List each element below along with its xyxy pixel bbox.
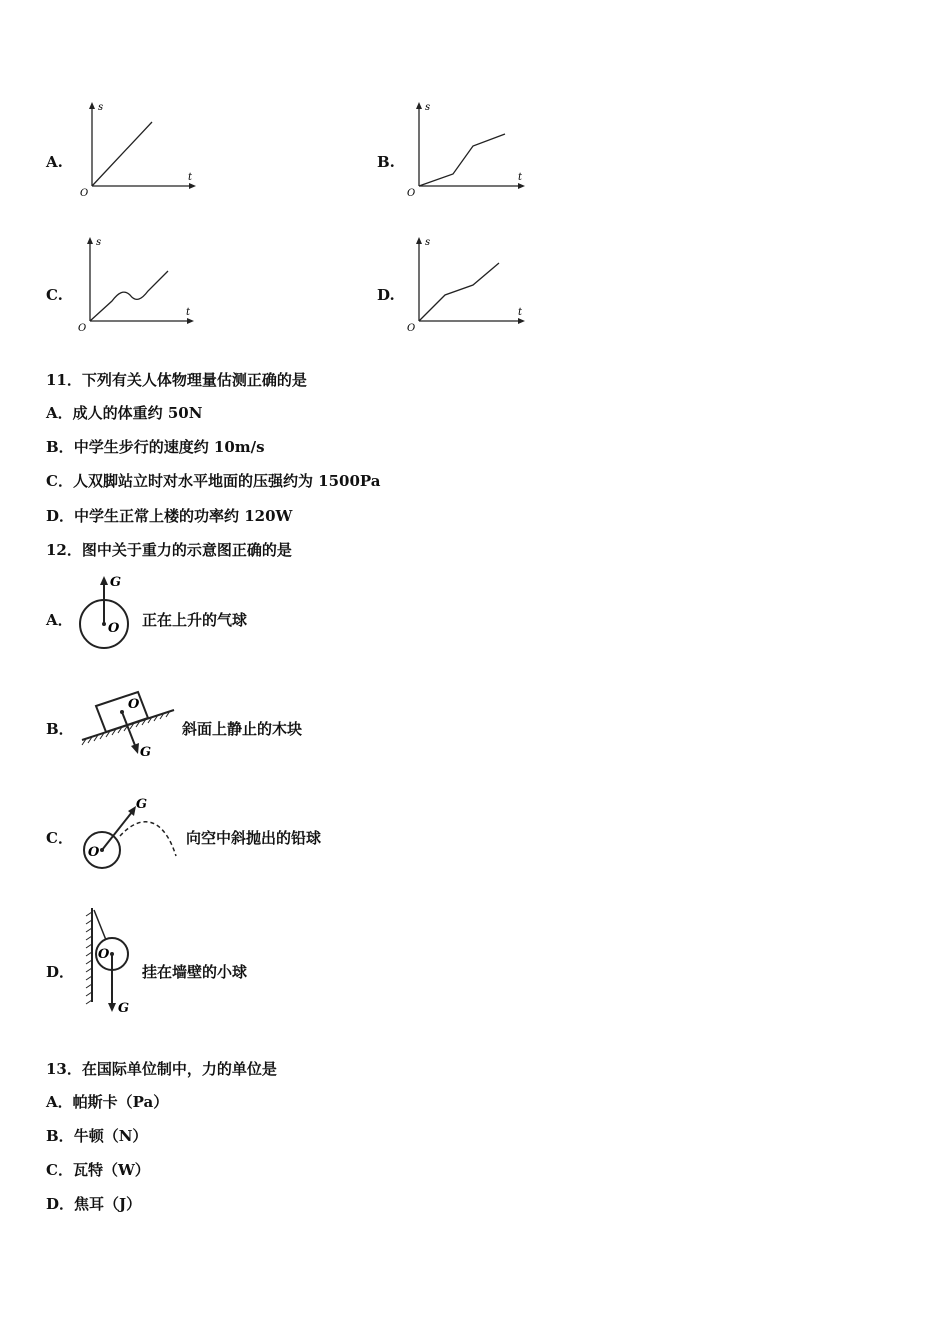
q12-option-a-force: G xyxy=(110,575,122,590)
q11-option-c-text: 人双脚站立时对水平地面的压强约为 1500Pa xyxy=(72,472,381,490)
q10-option-a-label[interactable]: A. xyxy=(46,153,63,171)
q10-option-c-label[interactable]: C. xyxy=(46,286,63,304)
q11-option-d[interactable] xyxy=(46,507,292,525)
q11-option-d-text: 中学生正常上楼的功率约 120W xyxy=(74,507,293,525)
q10-option-b-origin: O xyxy=(407,188,416,199)
q13-option-a[interactable] xyxy=(46,1093,168,1111)
q11-option-c[interactable] xyxy=(46,472,381,490)
q12-option-b-caption: 斜面上静止的木块 xyxy=(182,720,303,738)
q13-option-d-label: D． xyxy=(46,1195,75,1213)
q13-option-a-text: 帕斯卡（Pa） xyxy=(72,1093,169,1111)
q13-option-b-text: 牛顿（N） xyxy=(73,1127,148,1145)
q12-option-c-caption: 向空中斜抛出的铅球 xyxy=(186,829,322,847)
q13-option-d[interactable] xyxy=(46,1195,141,1213)
q12-option-d-center: O xyxy=(98,947,110,962)
q12-option-c-force: G xyxy=(136,797,148,812)
q12-option-c-center: O xyxy=(88,845,100,860)
q10-option-c-curve xyxy=(90,271,168,321)
q10-option-a-graph xyxy=(78,98,200,200)
q13-option-b[interactable] xyxy=(46,1127,147,1145)
q11-option-a-label: A． xyxy=(46,404,73,422)
q11-option-b-label: B． xyxy=(46,438,74,456)
q12-option-b-label[interactable]: B． xyxy=(46,720,74,738)
q11-option-c-label: C． xyxy=(46,472,73,490)
q10-option-a-axis-x: t xyxy=(188,172,193,183)
q11-option-d-label: D． xyxy=(46,507,75,525)
q11-stem: 11．下列有关人体物理量估测正确的是 xyxy=(46,371,307,389)
q12-option-a-figure xyxy=(74,572,136,654)
q10-option-a-curve xyxy=(92,122,152,186)
q10-option-c-axis-x: t xyxy=(186,307,191,318)
q10-option-b-axis-x: t xyxy=(518,172,523,183)
q10-option-d-curve xyxy=(419,263,499,321)
q12-option-d-caption: 挂在墙壁的小球 xyxy=(142,963,248,981)
q10-option-b-graph xyxy=(405,98,529,200)
q13-option-a-label: A． xyxy=(46,1093,73,1111)
q10-option-a-axis-y: s xyxy=(98,102,104,113)
q10-option-d-graph xyxy=(405,233,529,335)
q12-option-b-force: G xyxy=(140,745,152,760)
q13-option-c-text: 瓦特（W） xyxy=(72,1161,150,1179)
q12-option-a-label[interactable]: A． xyxy=(46,611,73,629)
q12-option-d-figure xyxy=(84,904,140,1022)
q11-option-b[interactable] xyxy=(46,438,265,456)
q10-option-b-axis-y: s xyxy=(425,102,431,113)
q13-option-c-label: C． xyxy=(46,1161,73,1179)
q10-option-b-label[interactable]: B. xyxy=(377,153,395,171)
q12-stem: 12．图中关于重力的示意图正确的是 xyxy=(46,541,292,559)
q13-option-c[interactable] xyxy=(46,1161,150,1179)
q10-option-d-axis-y: s xyxy=(425,237,431,248)
q10-option-d-origin: O xyxy=(407,323,416,334)
q10-option-d-label[interactable]: D. xyxy=(377,286,395,304)
q10-option-c-origin: O xyxy=(78,323,87,334)
q10-option-a-origin: O xyxy=(80,188,89,199)
q10-option-c-graph xyxy=(76,233,198,335)
q12-option-b-center: O xyxy=(128,697,140,712)
q12-option-c-figure xyxy=(80,796,180,872)
q12-option-d-label[interactable]: D． xyxy=(46,963,75,981)
q13-option-b-label: B． xyxy=(46,1127,74,1145)
q10-option-c-axis-y: s xyxy=(96,237,102,248)
q10-option-d-axis-x: t xyxy=(518,307,523,318)
q10-option-b-curve xyxy=(419,134,505,186)
q12-option-a-caption: 正在上升的气球 xyxy=(142,611,248,629)
q13-stem: 13．在国际单位制中，力的单位是 xyxy=(46,1060,277,1078)
q11-option-b-text: 中学生步行的速度约 10m/s xyxy=(73,438,265,456)
q13-option-d-text: 焦耳（J） xyxy=(74,1195,142,1213)
q12-option-b-figure xyxy=(78,688,178,762)
q11-option-a-text: 成人的体重约 50N xyxy=(72,404,203,422)
q12-option-d-force: G xyxy=(118,1001,130,1016)
q12-option-c-label[interactable]: C． xyxy=(46,829,73,847)
q12-option-a-center: O xyxy=(108,621,120,636)
q11-option-a[interactable] xyxy=(46,404,202,422)
